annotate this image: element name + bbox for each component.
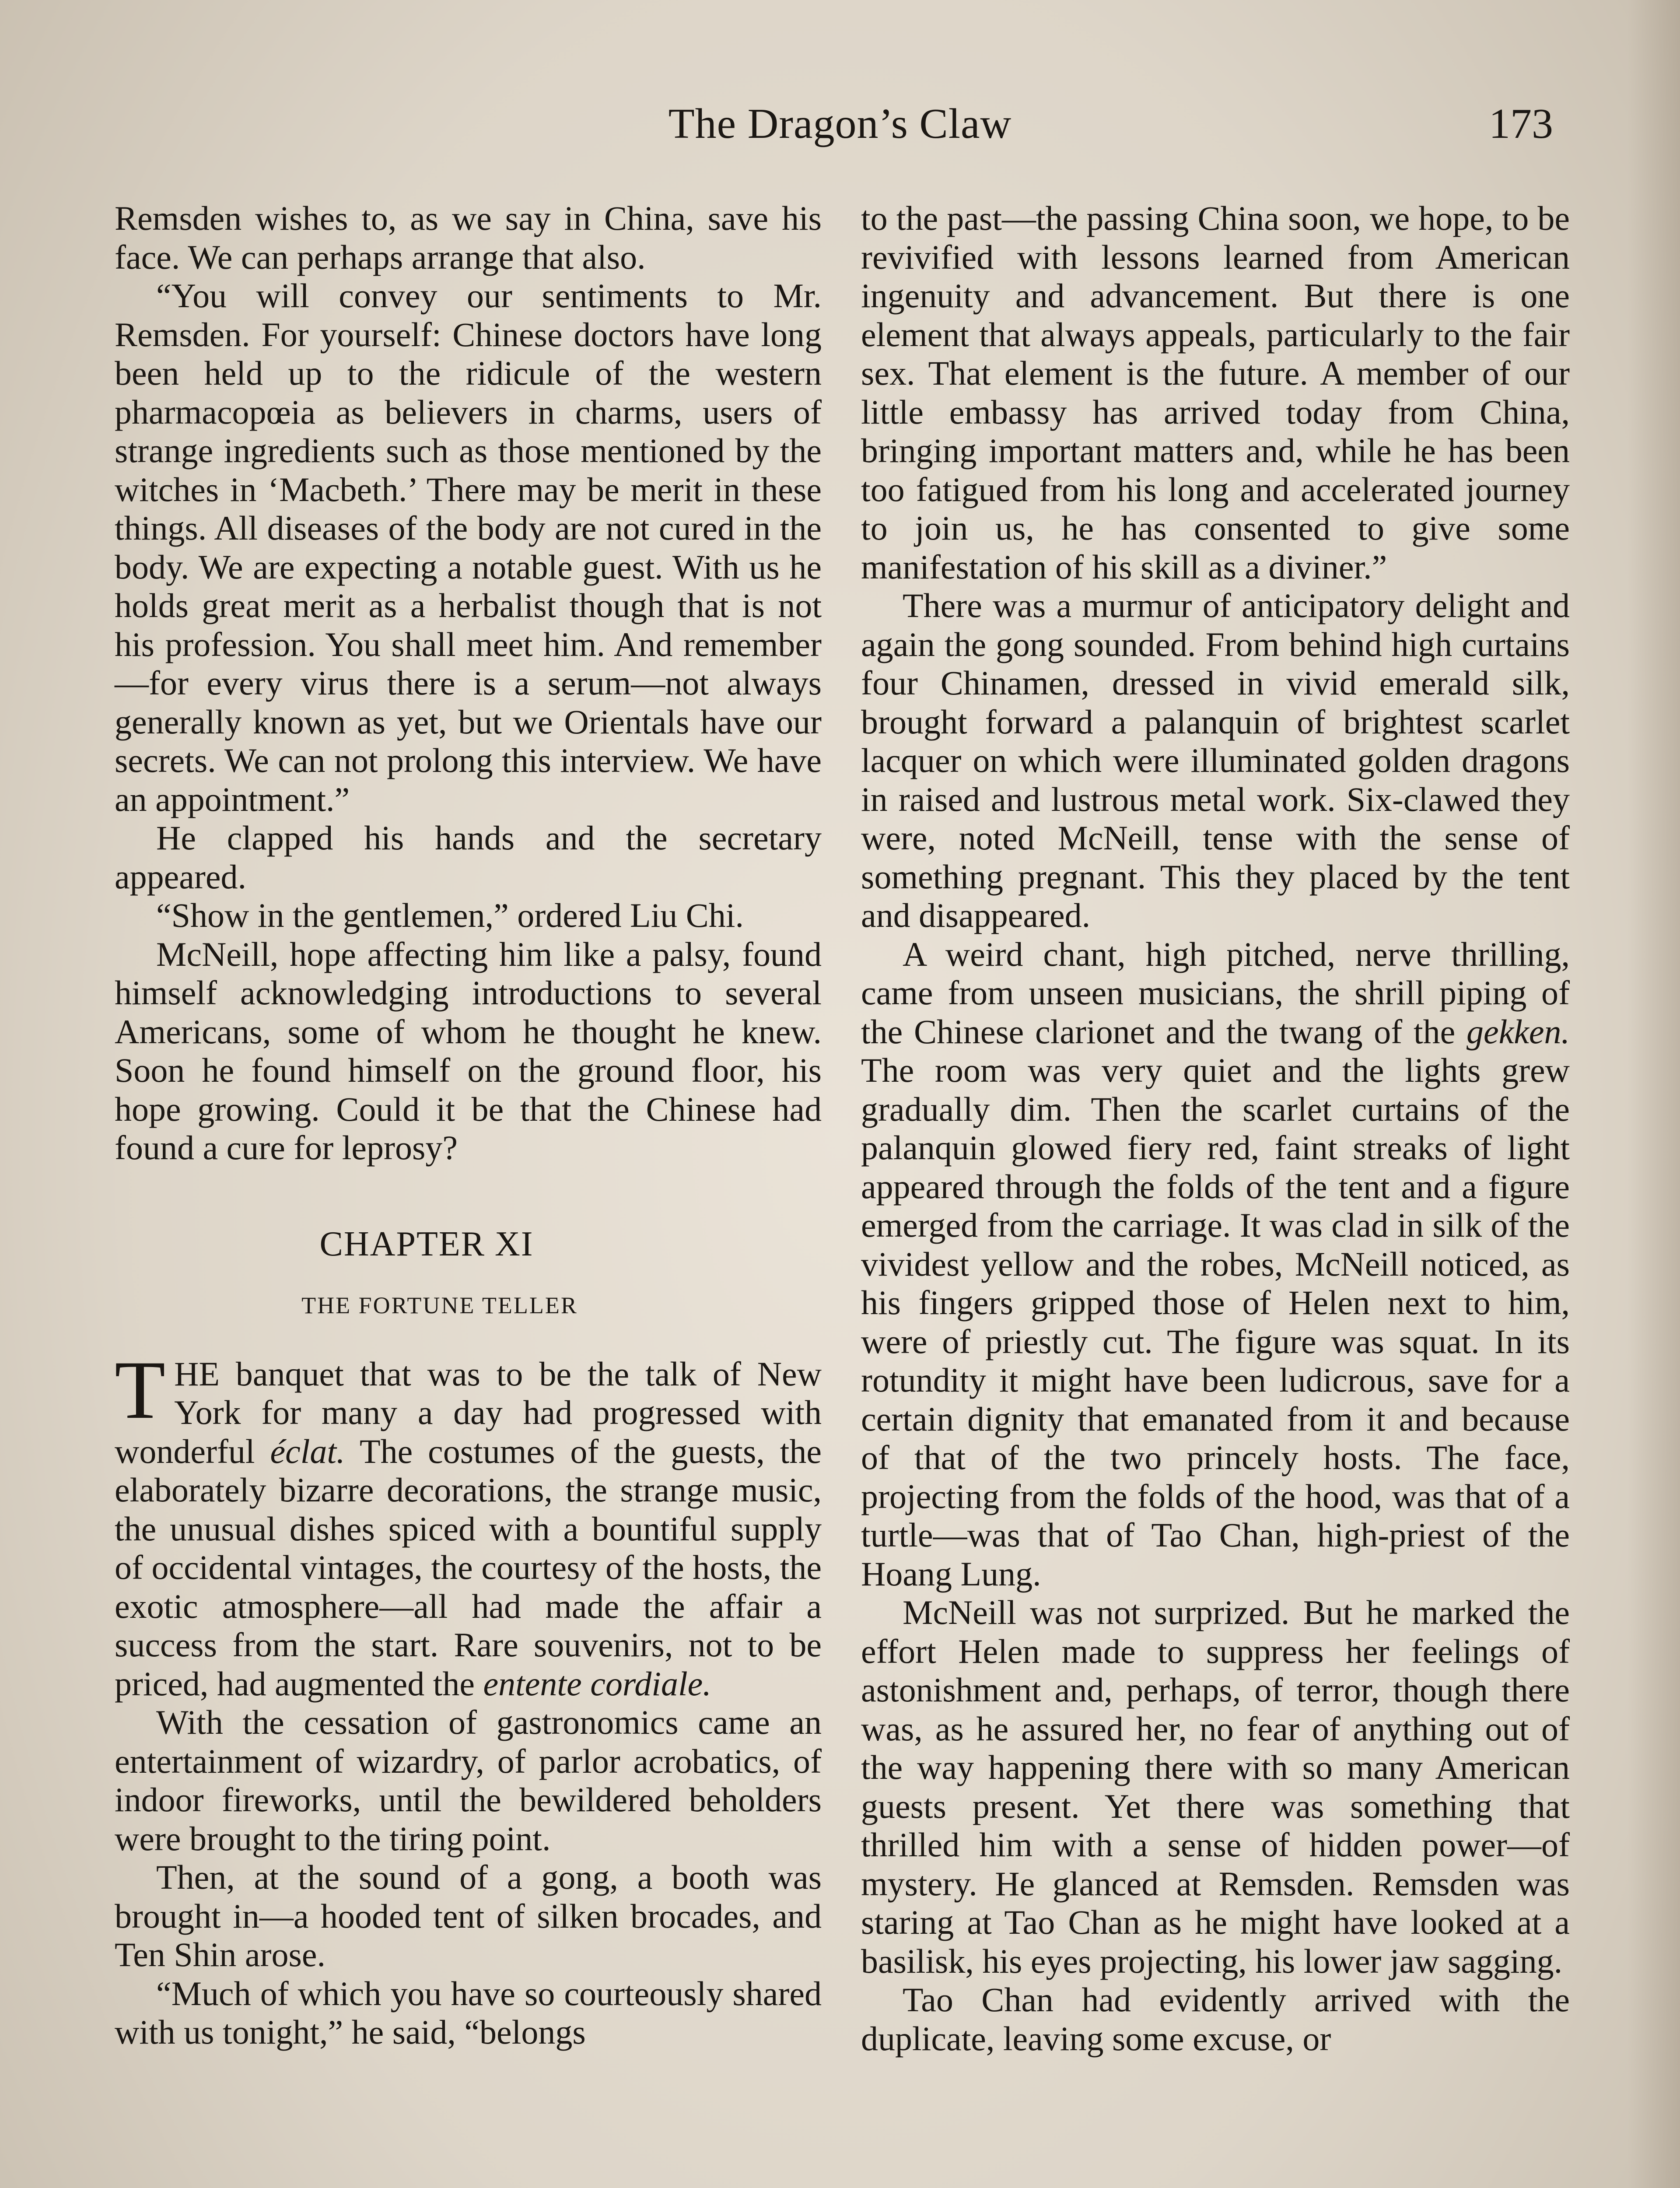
paragraph: Remsden wishes to, as we say in China, save his face. We can perhaps arrange that also.: [115, 199, 822, 276]
paragraph-text: The room was very quiet and the lights grew gradually dim. Then the scarlet curtains of the palanquin glowed fiery red, faint streaks of light appeared through the folds of the tent and a figure emerged from the carriage. It was clad in silk of the vividest yellow and the robes, McNeill noticed, as his fingers gripped those of Helen next to him, were of priestly cut. The figure was squat. In its rotundity it might have been ludicrous, save for a certain dignity that emanated from it and because of that of the two princely hosts. The face, projecting from the folds of the hood, was that of a turtle—was that of Tao Chan, high-priest of the Hoang Lung.: [861, 1051, 1570, 1593]
italic-phrase: éclat.: [270, 1432, 345, 1470]
left-column: [115, 199, 822, 2052]
page-number: 173: [1489, 100, 1553, 147]
paragraph: [861, 935, 1570, 1594]
chapter-subtitle: THE FORTUNE TELLER: [301, 1292, 578, 1318]
paragraph: “You will convey our sentiments to Mr. Remsden. For yourself: Chinese doctors have long been held up to the ridicule of the western pharmacopœia as believers in charms, users of strange ingredients such as those mentioned by the witches in ‘Macbeth.’ There may be merit in these things. All diseases of the body are not cured in the body. We are expecting a notable guest. With us he holds great merit as a herbalist though that is not his profession. You shall meet him. And remember—for every virus there is a serum—not always generally known as yet, but we Orientals have our secrets. We can not prolong this interview. We have an appointment.”: [115, 277, 822, 818]
paragraph-text: A weird chant, high pitched, nerve thrilling, came from unseen musicians, the shrill piping of the Chinese clarionet and the twang of the: [861, 935, 1570, 1051]
paragraph: to the past—the passing China soon, we hope, to be revivified with lessons learned from American ingenuity and advancement. But there is one element that always appeals, particularly to the fair sex. That element is the future. A member of our little embassy has arrived today from China, bringing important matters and, while he has been too fatigued from his long and accelerated journey to join us, he has consented to give some manifestation of his skill as a diviner.”: [861, 199, 1570, 586]
paragraph: There was a murmur of anticipatory delight and again the gong sounded. From behind high curtains four Chinamen, dressed in vivid emerald silk, brought forward a palanquin of brightest scarlet lacquer on which were illuminated golden dragons in raised and lustrous metal work. Six-clawed they were, noted McNeill, tense with the sense of something pregnant. This they placed by the tent and disappeared.: [861, 586, 1570, 934]
paragraph: McNeill was not surprized. But he marked the effort Helen made to suppress her feelings of astonishment and, perhaps, of terror, though there was, as he assured her, no fear of anything out of the way happening there with so many American guests present. Yet there was something that thrilled him with a sense of hidden power—of mystery. He glanced at Remsden. Remsden was staring at Tao Chan as he might have looked at a basilisk, his eyes projecting, his lower jaw sagging.: [861, 1593, 1570, 1980]
paragraph: “Show in the gentlemen,” ordered Liu Chi.: [156, 896, 744, 934]
italic-phrase: gekken.: [1466, 1012, 1570, 1051]
paragraph: Tao Chan had evidently arrived with the duplicate, leaving some excuse, or: [861, 1981, 1570, 2058]
paragraph: Then, at the sound of a gong, a booth was brought in—a hooded tent of silken brocades, and Ten Shin arose.: [115, 1858, 822, 1974]
paragraph: With the cessation of gastronomics came an entertainment of wizardry, of parlor acrobatics, of indoor fireworks, until the bewildered beholders were brought to the tiring point.: [115, 1703, 822, 1858]
page-header: [0, 100, 1680, 148]
paragraph: He clapped his hands and the secretary appeared.: [115, 819, 822, 896]
paragraph-text: HE banquet that was to be the talk of New York for many a day had progressed with wonderful: [115, 1354, 822, 1470]
paragraph-text: The costumes of the guests, the elaborately bizarre decorations, the strange music, the unusual dishes spiced with a bountiful supply of occidental vintages, the courtesy of the hosts, the exotic atmosphere—all had made the affair a success from the start. Rare souvenirs, not to be priced, had augmented the: [115, 1432, 822, 1703]
right-column: [861, 199, 1570, 2058]
paragraph: “Much of which you have so courteously shared with us tonight,” he said, “belongs: [115, 1974, 822, 2051]
chapter-title: CHAPTER XI: [319, 1224, 534, 1263]
running-title: The Dragon’s Claw: [668, 100, 1012, 147]
italic-phrase: entente cordiale.: [483, 1664, 711, 1703]
paragraph: McNeill, hope affecting him like a palsy, found himself acknowledging introductions to several Americans, some of whom he thought he knew. Soon he found himself on the ground floor, his hope growing. Could it be that the Chinese had found a cure for leprosy?: [115, 935, 822, 1167]
opening-paragraph: [115, 1344, 822, 1704]
drop-cap-letter: T: [115, 1344, 166, 1436]
